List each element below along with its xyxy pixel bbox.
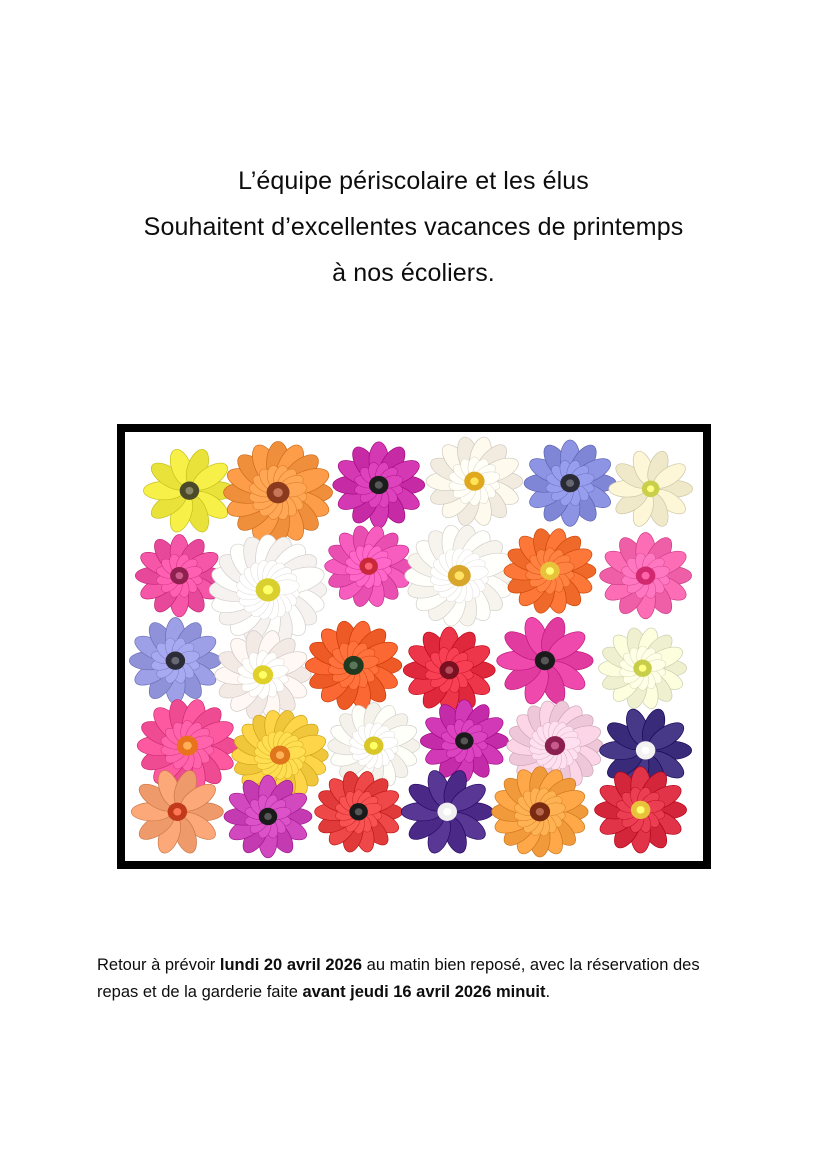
flower-cosmos <box>600 533 692 619</box>
footer-text-part1: Retour à prévoir <box>97 956 220 974</box>
footer-note <box>97 952 737 1006</box>
heading-line-1: L’équipe périscolaire et les élus <box>238 167 589 195</box>
flower-ranunculus <box>223 441 332 544</box>
heading-block <box>0 158 827 296</box>
footer-bold-return-date: lundi 20 avril 2026 <box>219 956 363 974</box>
flower-daisy <box>215 629 311 721</box>
flower-gazania <box>504 527 596 615</box>
footer-bold-deadline: avant jeudi 16 avril 2026 minuit <box>302 983 546 1001</box>
flower-ranunculus <box>491 766 588 857</box>
flower-daisy <box>208 534 327 646</box>
flower-anemone <box>333 442 425 528</box>
heading-line-2: Souhaitent d’excellentes vacances de printemps <box>143 213 684 241</box>
flower-gazania <box>305 619 401 711</box>
flower-anemone <box>420 700 508 783</box>
footer-text-part2: au matin bien reposé, avec la réservation des repas et de la garderie faite <box>97 956 700 1001</box>
flower-daisy <box>404 524 514 628</box>
flower-anemone <box>524 440 616 526</box>
flower-cosmos <box>595 767 687 853</box>
flower-zinnia <box>325 524 413 608</box>
flower-daisy <box>599 626 687 710</box>
flower-pansy <box>497 615 593 707</box>
flowers-collage-image <box>127 434 701 859</box>
flower-daisy <box>609 449 693 529</box>
flower-daisy <box>426 435 522 527</box>
flower-pansy <box>401 768 493 856</box>
flower-dahlia <box>403 627 495 713</box>
flower-daisy <box>327 702 420 789</box>
footer-text-part3: . <box>545 983 551 1001</box>
flower-image-frame <box>117 424 711 869</box>
heading-line-3: à nos écoliers. <box>332 259 495 287</box>
flower-cosmos <box>135 534 223 617</box>
flower-anemone <box>129 618 221 704</box>
flower-image-inner-border <box>125 432 703 861</box>
flower-pansy <box>143 447 235 535</box>
